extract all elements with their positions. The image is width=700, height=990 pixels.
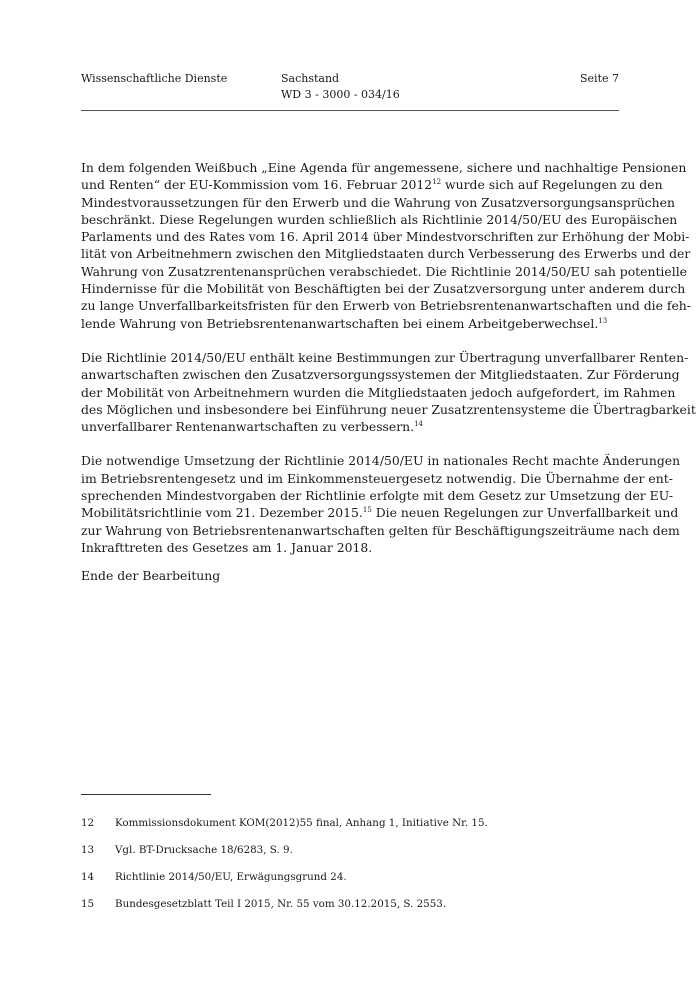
text-line: der Mobilität von Arbeitnehmern wurden die Mitgliedstaaten jedoch aufgefordert, im Rahmen [81,384,676,400]
page-header [81,71,619,111]
text-line: Die Richtlinie 2014/50/EU enthält keine Bestimmungen zur Übertragung unverfallbarer Renten- [81,349,689,365]
text-line: Parlaments und des Rates vom 16. April 2014 über Mindestvorschriften zur Erhöhung der Mobi- [81,229,690,245]
document-body [81,159,696,573]
text-line: und Renten“ der EU-Kommission vom 16. Februar 2012$^{12}$ wurde sich auf Regelungen zu den [81,177,663,193]
header-institution: Wissenschaftliche Dienste [81,72,228,85]
footnote [81,897,446,911]
footnote [81,843,293,857]
footnote-ref[interactable]: 14 [414,420,424,429]
text-line: Inkrafttreten des Gesetzes am 1. Januar 2018. [81,539,373,555]
footnote-text: Richtlinie 2014/50/EU, Erwägungsgrund 24. [115,871,347,883]
header-divider [81,110,619,111]
header-reference: WD 3 - 3000 - 034/16 [281,88,400,101]
header-page-number: Seite 7 [580,72,619,85]
footnote-divider [81,794,211,795]
text-line: im Betriebsrentengesetz und im Einkommensteuergesetz notwendig. Die Übernahme der ent- [81,470,673,486]
text-line: sprechenden Mindestvorgaben der Richtlinie erfolgte mit dem Gesetz zur Umsetzung der EU- [81,488,674,504]
footnote-ref[interactable]: 12 [432,178,442,187]
paragraph-3 [81,452,681,556]
text-line: lende Wahrung von Betriebsrentenanwartschaften bei einem Arbeitgeberwechsel.$^{13}$ [81,315,608,331]
footnote [81,816,488,830]
footnote-text: Bundesgesetzblatt Teil I 2015, Nr. 55 vom 30.12.2015, S. 2553. [115,898,447,910]
text-line: unverfallbarer Rentenanwartschaften zu verbessern.$^{14}$ [81,419,424,435]
text-line: Mobilitätsrichtlinie vom 21. Dezember 2015.15 Die neuen Regelungen zur Unverfallbarkeit und [81,505,679,521]
footnote [81,870,347,884]
footnote-text: Kommissionsdokument KOM(2012)55 final, Anhang 1, Initiative Nr. 15. [115,817,488,829]
footnote-number: 15 [81,898,95,910]
text-line: In dem folgenden Weißbuch „Eine Agenda für angemessene, sichere und nachhaltige Pensionen [81,160,687,175]
text-line: Hindernisse für die Mobilität von Beschäftigten bei der Zusatzversorgung unter anderem durch [81,281,686,297]
header-document-info [281,71,400,103]
end-of-document-note: Ende der Bearbeitung [81,568,221,583]
footnote-number: 13 [81,844,95,856]
paragraph-2 [81,349,696,435]
text-line: anwartschaften zwischen den Zusatzversorgungssystemen der Mitgliedstaaten. Zur Förderung [81,367,680,383]
footnote-number: 12 [81,817,95,829]
header-document-type: Sachstand [281,72,340,85]
text-line: Die notwendige Umsetzung der Richtlinie 2014/50/EU in nationales Recht machte Änderungen [81,453,681,469]
paragraph-1 [81,159,691,332]
text-line: Wahrung von Zusatzrentenansprüchen verabschiedet. Die Richtlinie 2014/50/EU sah potentielle [81,263,687,279]
footnote-ref[interactable]: 15 [362,506,372,515]
text-line: Mindestvoraussetzungen für den Erwerb und die Wahrung von Zusatzversorgungsansprüchen [81,194,675,210]
text-line: beschränkt. Diese Regelungen wurden schließlich als Richtlinie 2014/50/EU des Europäischen [81,211,678,227]
footnote-number: 14 [81,871,95,883]
text-line: zu lange Unverfallbarkeitsfristen für den Erwerb von Betriebsrentenanwartschaften und die feh- [81,298,691,314]
text-line: des Möglichen und insbesondere bei Einführung neuer Zusatzrentensysteme die Übertragbarkeit [81,401,696,417]
text-line: zur Wahrung von Betriebsrentenanwartschaften gelten für Beschäftigungszeiträume nach dem [81,522,680,538]
text-line: lität von Arbeitnehmern zwischen den Mitgliedstaaten durch Verbesserung des Erwerbs und der [81,246,691,262]
footnote-text: Vgl. BT-Drucksache 18/6283, S. 9. [115,844,293,856]
footnote-ref[interactable]: 13 [598,316,608,325]
